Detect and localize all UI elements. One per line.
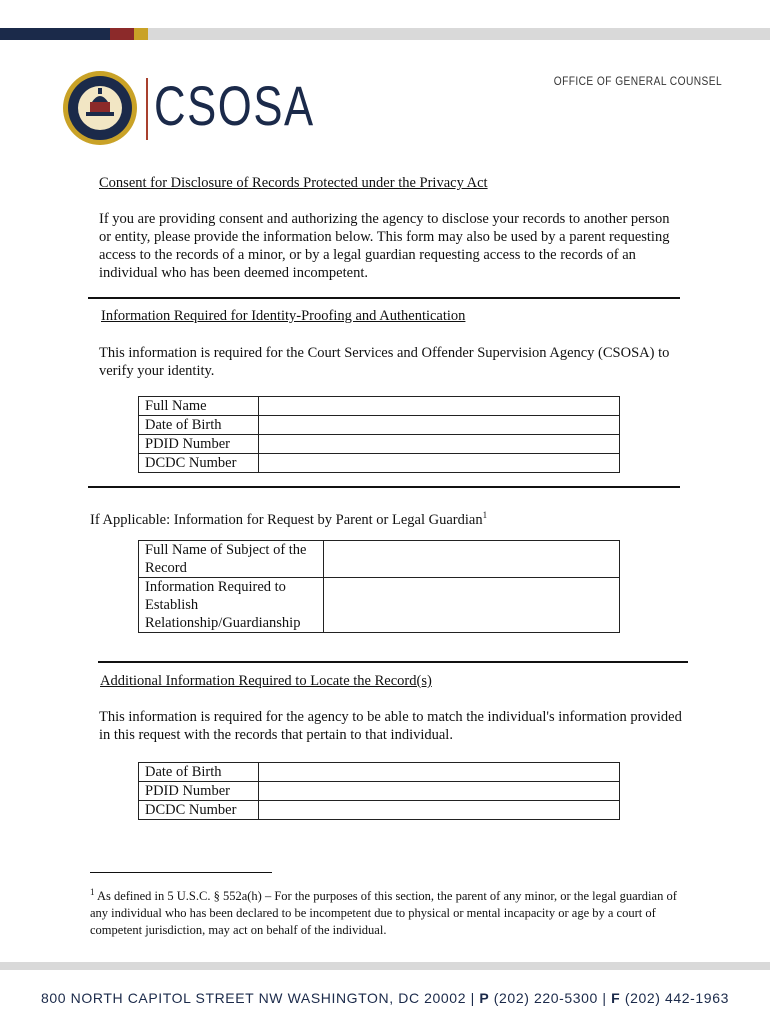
footer-phone: (202) 220-5300 (493, 990, 598, 1006)
dcdc-number-input-2[interactable] (259, 801, 620, 820)
footer-separator: | (470, 990, 475, 1006)
dcdc-number-input[interactable] (259, 454, 620, 473)
header-bar-navy-segment (0, 28, 110, 40)
date-of-birth-input-2[interactable] (259, 763, 620, 782)
subject-name-input[interactable] (324, 541, 620, 578)
footer-fax: (202) 442-1963 (624, 990, 729, 1006)
intro-paragraph: If you are providing consent and authorizing the agency to disclose your records to another person or entity, please provide the information below. This form may also be used by a parent requesting access to the records of a minor, or by a legal guardian requesting access to the records of an individual who has been deemed incompetent. (99, 211, 670, 281)
section1-heading: Information Required for Identity-Proofing and Authentication (101, 308, 466, 324)
table-row (139, 801, 620, 820)
pdid-number-input[interactable] (259, 435, 620, 454)
guardian-table (138, 540, 620, 633)
field-label: PDID Number (139, 782, 259, 801)
section1-text: This information is required for the Court Services and Offender Supervision Agency (CSOSA) to verify your identity. (99, 345, 670, 379)
footnote-separator (90, 872, 272, 873)
header-bar-red-segment (110, 28, 134, 40)
section2-heading (90, 506, 487, 529)
csosa-seal-icon (62, 70, 138, 146)
brand-divider (146, 78, 148, 140)
section3-heading: Additional Information Required to Locate the Record(s) (100, 673, 432, 689)
table-row (139, 782, 620, 801)
full-name-input[interactable] (259, 397, 620, 416)
header-bar-gold-segment (134, 28, 148, 40)
field-label: DCDC Number (139, 454, 259, 473)
footer-separator: | (602, 990, 607, 1006)
field-label: Full Name (139, 397, 259, 416)
footnote-ref: 1 (482, 510, 488, 520)
field-label: Information Required to Establish Relationship/Guardianship (139, 578, 324, 633)
footnote (90, 884, 680, 939)
footnote-text: As defined in 5 U.S.C. § 552a(h) – For the purposes of this section, the parent of any minor, or the legal guardian of any individual who has been declared to be incompetent due to physical or mental incapacity or age by a court of competent jurisdiction, may act on behalf of the individual. (90, 889, 677, 938)
footer-bar (0, 962, 770, 970)
table-row (139, 454, 620, 473)
field-label: Full Name of Subject of the Record (139, 541, 324, 578)
identity-table (138, 396, 620, 473)
brand-logo-text: CSOSA (154, 74, 315, 137)
relationship-input[interactable] (324, 578, 620, 633)
fax-label: F (611, 990, 621, 1006)
table-row (139, 578, 620, 633)
table-row (139, 416, 620, 435)
footnote-number: 1 (90, 887, 95, 897)
date-of-birth-input[interactable] (259, 416, 620, 435)
table-row (139, 435, 620, 454)
office-name: OFFICE OF GENERAL COUNSEL (553, 74, 722, 88)
field-label: PDID Number (139, 435, 259, 454)
table-row (139, 763, 620, 782)
field-label: DCDC Number (139, 801, 259, 820)
phone-label: P (479, 990, 490, 1006)
table-row (139, 541, 620, 578)
section2-heading-text: If Applicable: Information for Request by Parent or Legal Guardian (90, 511, 483, 528)
locate-table (138, 762, 620, 820)
section-divider-3 (98, 661, 688, 663)
table-row (139, 397, 620, 416)
field-label: Date of Birth (139, 416, 259, 435)
footer-address-line (0, 990, 770, 1006)
section-divider-2 (88, 486, 680, 488)
footer-address: 800 NORTH CAPITOL STREET NW WASHINGTON, DC 20002 (41, 990, 467, 1006)
field-label: Date of Birth (139, 763, 259, 782)
pdid-number-input-2[interactable] (259, 782, 620, 801)
section-divider-1 (88, 297, 680, 299)
section3-text: This information is required for the agency to be able to match the individual's information provided in this request with the records that pertain to that individual. (99, 709, 682, 743)
form-title: Consent for Disclosure of Records Protected under the Privacy Act (99, 175, 488, 191)
